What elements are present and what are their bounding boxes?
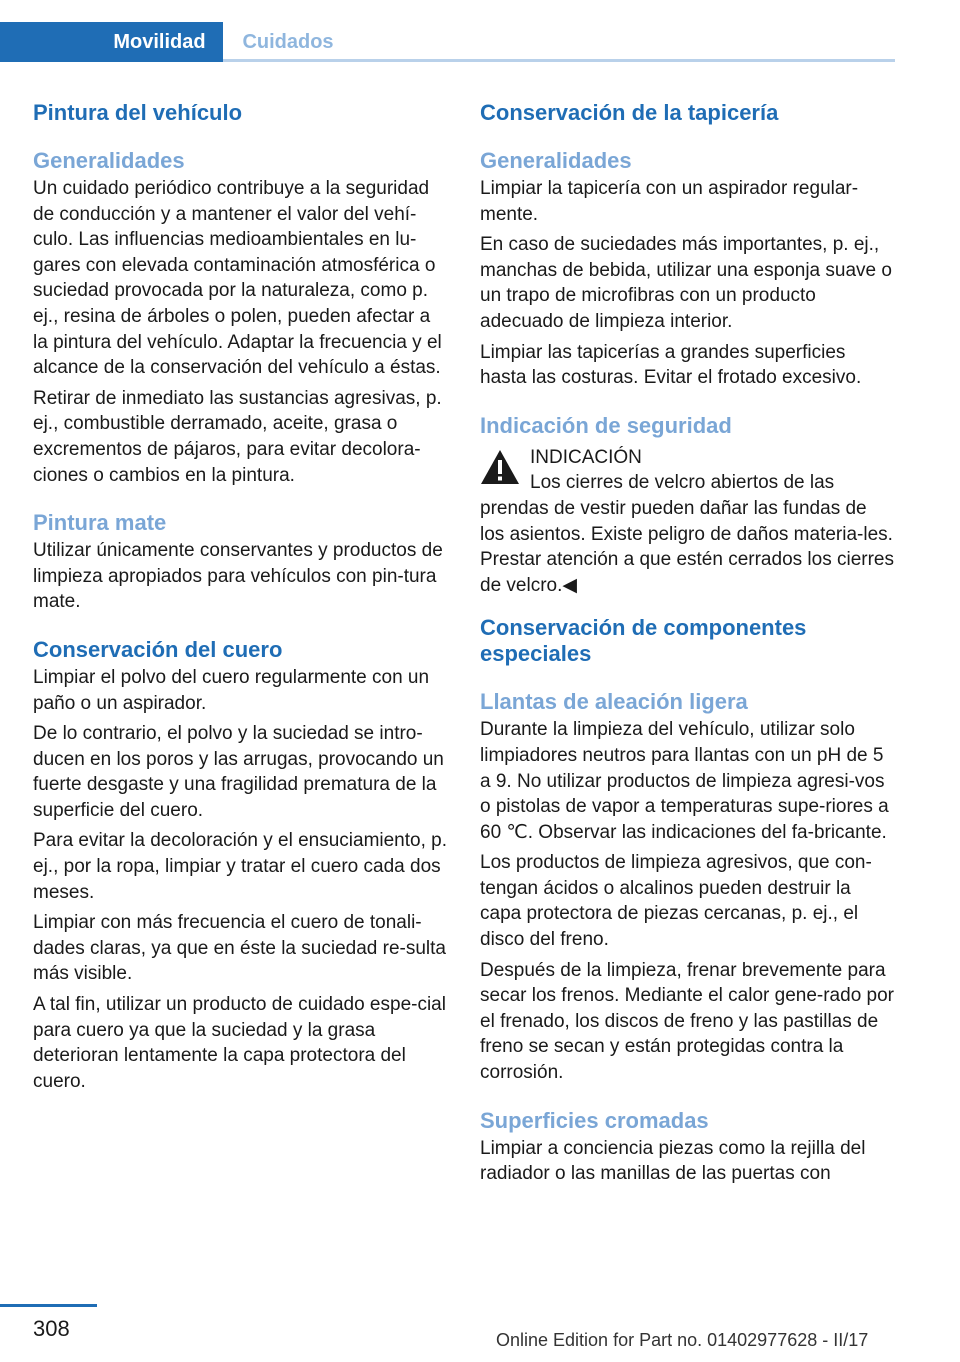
- warning-triangle-icon: [480, 449, 520, 485]
- heading-pintura: Pintura del vehículo: [33, 100, 243, 125]
- left-column: [33, 100, 449, 1099]
- tab-underline: [223, 59, 895, 62]
- tab-movilidad[interactable]: Movilidad: [113, 30, 206, 53]
- heading-conservacion-cuero: Conservación del cuero: [33, 636, 283, 662]
- heading-generalidades: Generalidades: [480, 148, 632, 173]
- warning-lead: Los cierres de velcro abiertos de las: [530, 472, 835, 494]
- edition-note: Online Edition for Part no. 01402977628 - II/17: [496, 1330, 869, 1350]
- paragraph: Para evitar la decoloración y el ensuciamiento, p. ej., por la ropa, limpiar y tratar el cuero cada dos meses.: [33, 830, 448, 903]
- heading-tapiceria: Conservación de la tapicería: [480, 100, 779, 125]
- paragraph: Limpiar a conciencia piezas como la rejilla del radiador o las manillas de las puertas con: [480, 1137, 866, 1185]
- warning-text: prendas de vestir pueden dañar las fundas de los asientos. Existe peligro de daños materia‐les. Prestar atención a que estén cerrados los cierres de velcro.◀: [480, 497, 894, 596]
- safety-note: [480, 445, 896, 599]
- paragraph: Limpiar la tapicería con un aspirador regular‐mente.: [480, 178, 859, 225]
- paragraph: Retirar de inmediato las sustancias agresivas, p. ej., combustible derramado, aceite, grasa o excrementos de pájaros, para evitar decolora‐ciones o cambios en la pintura.: [33, 387, 442, 486]
- paragraph: Limpiar con más frecuencia el cuero de tonali‐dades claras, ya que en éste la suciedad re‐sulta más visible.: [33, 912, 446, 985]
- paragraph: Limpiar las tapicerías a grandes superficies hasta las costuras. Evitar el frotado excesivo.: [480, 341, 862, 389]
- right-column: [480, 100, 896, 1192]
- paragraph: De lo contrario, el polvo y la suciedad se intro‐ducen en los poros y las arrugas, provocando un fuerte desgaste y una fragilidad prematura de la superficie del cuero.: [33, 723, 444, 821]
- heading-componentes: Conservación de componentes especiales: [480, 615, 807, 667]
- heading-cromadas: Superficies cromadas: [480, 1107, 709, 1133]
- paragraph: Un cuidado periódico contribuye a la seguridad de conducción y a mantener el valor del vehí‐culo. Las influencias medioambientales en lu‐gares con elevada contaminación atmosférica o suciedad provocada por la naturaleza, como p. ej., resina de árboles o polen, pueden afectar a la pintura del vehículo. Adaptar la frecuencia y el alcance de la conservación del vehículo a éstas.: [33, 178, 442, 379]
- warning-title: INDICACIÓN: [530, 446, 642, 468]
- paragraph: A tal fin, utilizar un producto de cuidado espe‐cial para cuero ya que la suciedad y la grasa deterioran lentamente la capa protectora del cuero.: [33, 994, 446, 1092]
- heading-generalidades: Generalidades: [33, 148, 185, 173]
- heading-seguridad: Indicación de seguridad: [480, 412, 732, 438]
- paragraph: Después de la limpieza, frenar brevemente para secar los frenos. Mediante el calor gene‐rado por el frenado, los discos de freno y las pastillas de freno se secan y están protegidas contra la corrosión.: [480, 959, 895, 1084]
- paragraph: Utilizar únicamente conservantes y productos de limpieza apropiados para vehículos con pin‐tura mate.: [33, 540, 443, 613]
- tab-cuidados[interactable]: Cuidados: [242, 30, 334, 53]
- footer-accent-line: [0, 1304, 97, 1307]
- paragraph: En caso de suciedades más importantes, p. ej., manchas de bebida, utilizar una esponja suave o un trapo de microfibras con un producto adecuado de limpieza interior.: [480, 234, 892, 332]
- heading-pintura-mate: Pintura mate: [33, 510, 167, 536]
- paragraph: Los productos de limpieza agresivos, que con‐tengan ácidos o alcalinos pueden destruir la capa protectora de piezas cercanas, p. ej., el disco del freno.: [480, 852, 872, 951]
- page-number: 308: [33, 1316, 70, 1341]
- header-tabbar: [0, 0, 895, 62]
- paragraph: Limpiar el polvo del cuero regularmente con un paño o un aspirador.: [33, 666, 430, 714]
- paragraph: Durante la limpieza del vehículo, utilizar solo limpiadores neutros para llantas con un pH de 5 a 9. No utilizar productos de limpieza agresi‐vos o pistolas de vapor a temperaturas supe‐riores a 60 ℃. Observar las indicaciones del fa‐bricante.: [480, 719, 889, 843]
- heading-llantas: Llantas de aleación ligera: [480, 689, 748, 715]
